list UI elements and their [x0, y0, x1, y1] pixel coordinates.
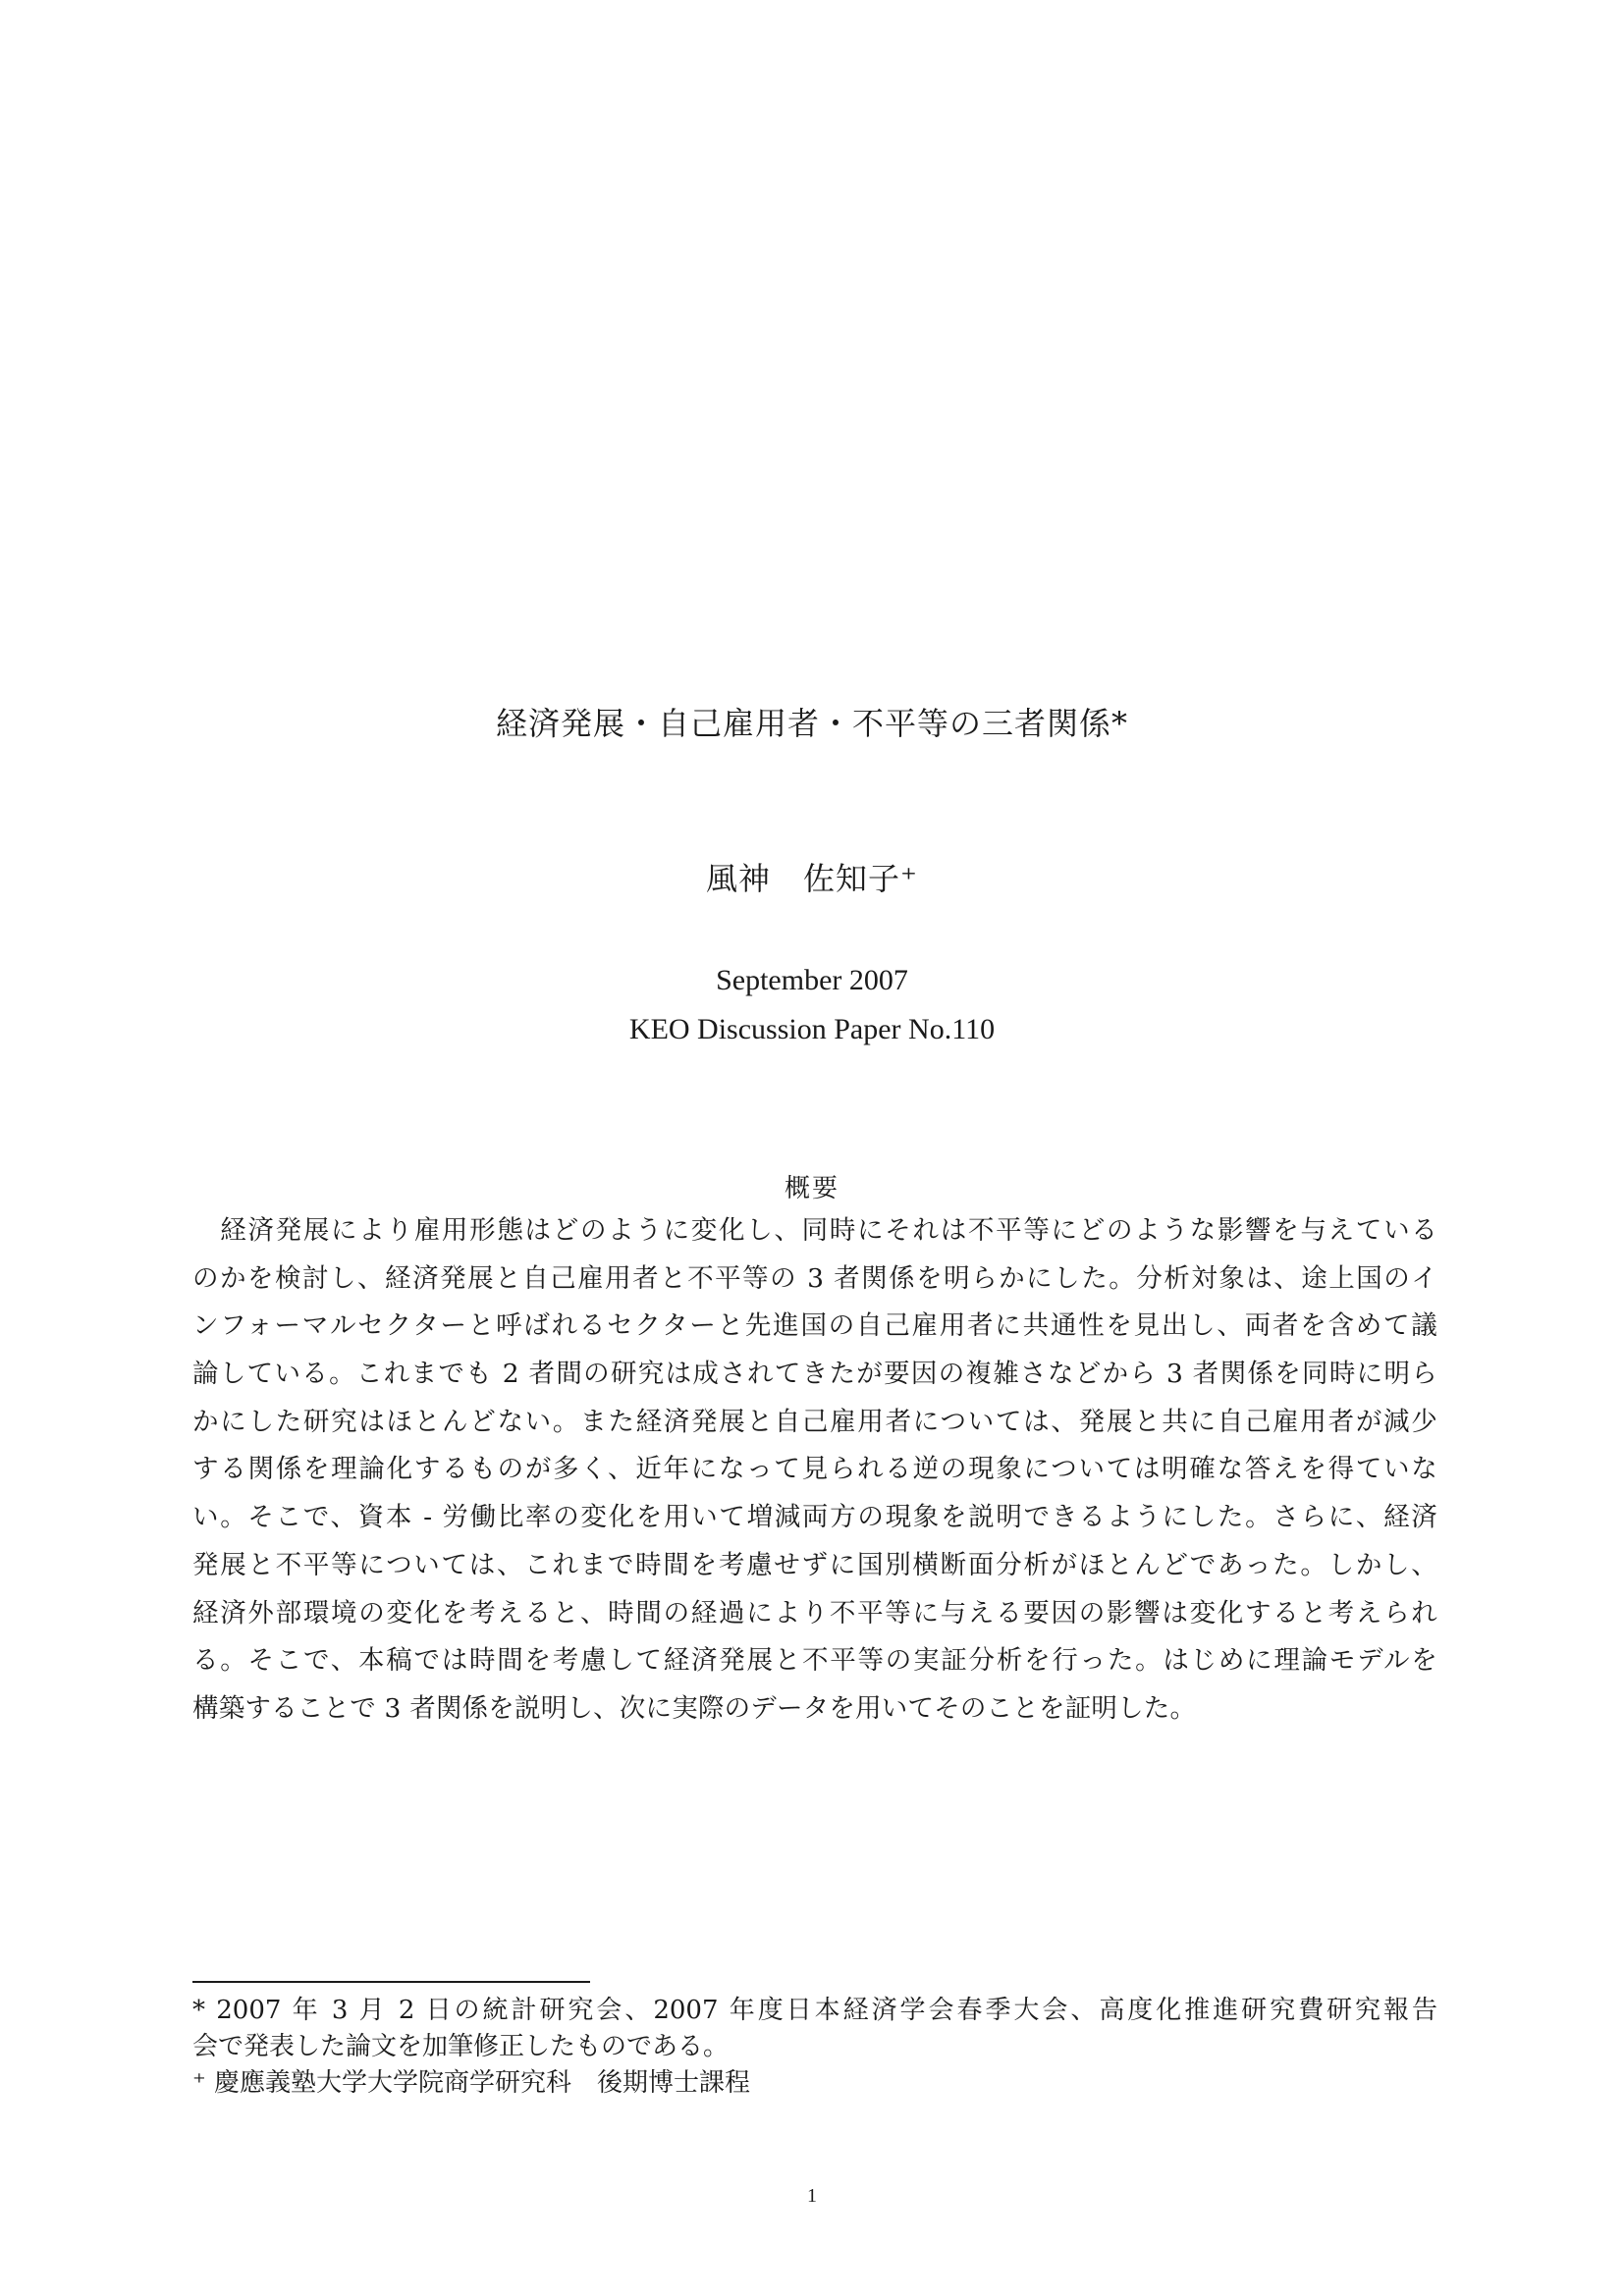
abstract-line: 経済外部環境の変化を考えると、時間の経過により不平等に与える要因の影響は変化すると考えられ — [192, 1597, 1437, 1629]
abstract-line: い。そこで、資本 - 労働比率の変化を用いて増減両方の現象を説明できるようにした。さらに、経済 — [192, 1502, 1437, 1533]
page-number: 1 — [807, 2185, 817, 2207]
paper-title: 経済発展・自己雇用者・不平等の三者関係* — [495, 705, 1128, 742]
abstract-line: 論している。これまでも 2 者間の研究は成されてきたが要因の複雑さなどから 3 者関係を同時に明ら — [192, 1359, 1437, 1390]
footnote-line: * 2007 年 3 月 2 日の統計研究会、2007 年度日本経済学会春季大会、高度化推進研究費研究報告 — [192, 1996, 1437, 2025]
footnote-divider — [192, 1981, 590, 1983]
series-number: KEO Discussion Paper No.110 — [628, 1013, 996, 1045]
abstract-body — [192, 1207, 1437, 1734]
abstract-line: する関係を理論化するものが多く、近年になって見られる逆の現象については明確な答えを得ていな — [192, 1454, 1437, 1485]
publication-date: September 2007 — [716, 964, 908, 996]
author-name: 風神 佐知子⁺ — [706, 860, 918, 897]
abstract-line: かにした研究はほとんどない。また経済発展と自己雇用者については、発展と共に自己雇用者が減少 — [192, 1406, 1437, 1437]
abstract-line: のかを検討し、経済発展と自己雇用者と不平等の 3 者関係を明らかにした。分析対象は、途上国のイ — [192, 1262, 1437, 1294]
abstract-line: る。そこで、本稿では時間を考慮して経済発展と不平等の実証分析を行った。はじめに理論モデルを — [192, 1645, 1437, 1677]
abstract-line: ンフォーマルセクターと呼ばれるセクターと先進国の自己雇用者に共通性を見出し、両者を含めて議 — [192, 1310, 1437, 1342]
abstract-line: 経済発展により雇用形態はどのように変化し、同時にそれは不平等にどのような影響を与えている — [192, 1215, 1437, 1246]
footnote-line: 会で発表した論文を加筆修正したものである。 — [192, 2032, 730, 2061]
footnotes — [192, 1993, 1437, 2102]
abstract-heading: 概要 — [784, 1174, 839, 1203]
footnote-line: ⁺ 慶應義塾大学大学院商学研究科 後期博士課程 — [192, 2068, 750, 2098]
abstract-line: 発展と不平等については、これまで時間を考慮せずに国別横断面分析がほとんどであった。しかし、 — [192, 1549, 1437, 1580]
abstract-line: 構築することで 3 者関係を説明し、次に実際のデータを用いてそのことを証明した。 — [192, 1692, 1197, 1724]
